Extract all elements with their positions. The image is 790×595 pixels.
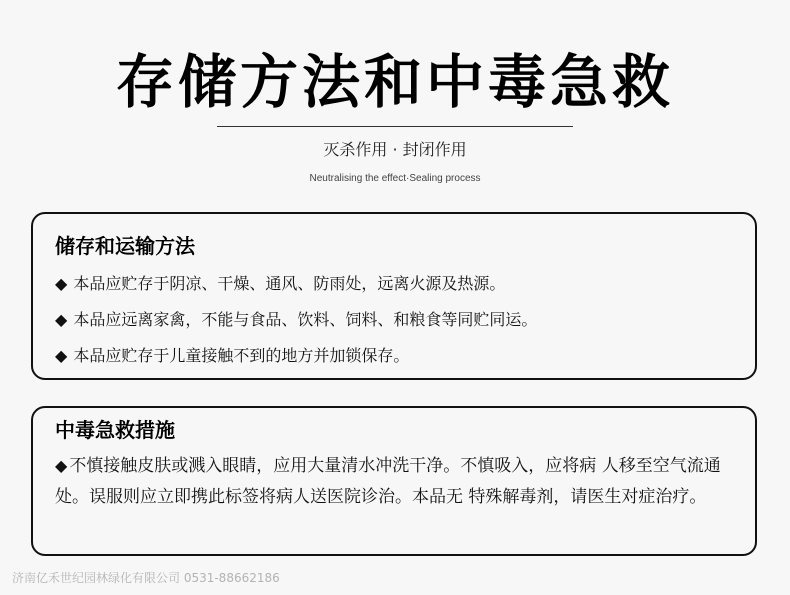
subtitle-english: Neutralising the effect·Sealing process	[309, 173, 481, 184]
page-title: 存储方法和中毒急救	[115, 48, 674, 116]
title-divider	[217, 126, 573, 127]
storage-heading: 储存和运输方法	[55, 234, 195, 258]
company-watermark: 济南亿禾世纪园林绿化有限公司 0531-88662186	[12, 571, 280, 585]
first-aid-text	[55, 450, 745, 513]
subtitle-chinese: 灭杀作用 · 封闭作用	[323, 140, 467, 159]
first-aid-section	[31, 406, 757, 556]
diamond-bullet-icon: ◆	[55, 310, 68, 329]
storage-item	[55, 307, 537, 330]
diamond-bullet-icon: ◆	[55, 274, 68, 293]
storage-item-text: 本品应贮存于阴凉、干燥、通风、防雨处，远离火源及热源。	[73, 274, 506, 293]
storage-item	[55, 271, 505, 294]
storage-section	[31, 212, 757, 380]
diamond-bullet-icon: ◆	[55, 346, 68, 365]
storage-item-text: 本品应贮存于儿童接触不到的地方并加锁保存。	[73, 346, 410, 365]
storage-item	[55, 343, 409, 366]
storage-item-text: 本品应远离家禽，不能与食品、饮料、饲料、和粮食等同贮同运。	[73, 310, 538, 329]
first-aid-paragraph: 不慎接触皮肤或溅入眼睛，应用大量清水冲洗干净。不慎吸入，应将病 人移至空气流通处。误服则应立即携此标签将病人送医院诊治。本品无 特殊解毒剂，请医生对症治疗。	[55, 456, 721, 507]
first-aid-heading: 中毒急救措施	[55, 418, 175, 442]
diamond-bullet-icon: ◆	[55, 456, 68, 475]
